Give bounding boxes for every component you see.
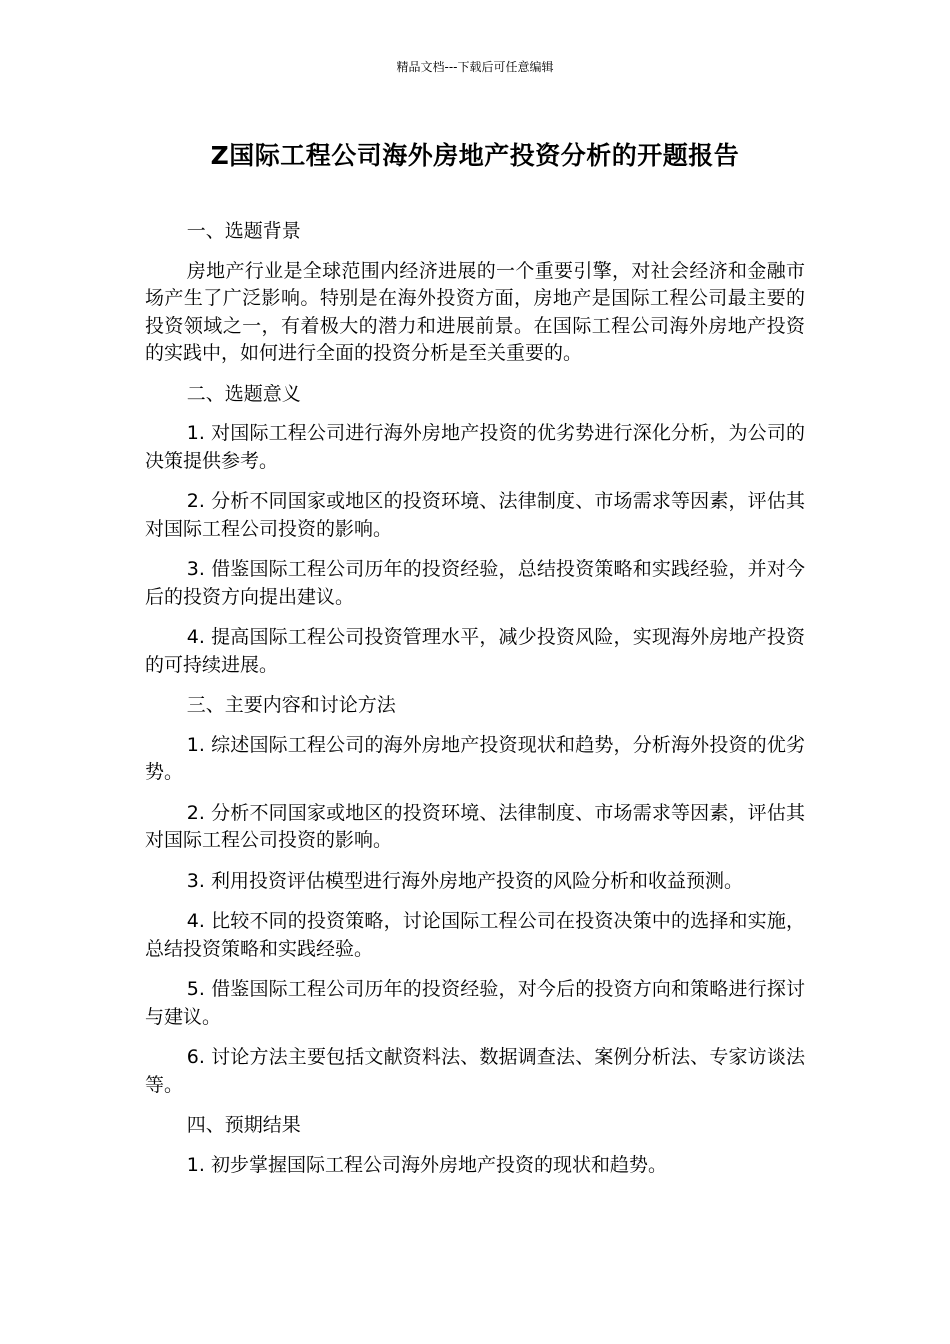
significance-item: 1. 对国际工程公司进行海外房地产投资的优劣势进行深化分析，为公司的决策提供参考。 (145, 422, 805, 472)
content-item: 5. 借鉴国际工程公司历年的投资经验，对今后的投资方向和策略进行探讨与建议。 (145, 978, 805, 1028)
header-note: 精品文档---下载后可任意编辑 (396, 60, 554, 74)
content-item: 2. 分析不同国家或地区的投资环境、法律制度、市场需求等因素，评估其对国际工程公司投资的影响。 (145, 801, 805, 851)
content-item: 6. 讨论方法主要包括文献资料法、数据调查法、案例分析法、专家访谈法等。 (145, 1046, 805, 1096)
document-title: Z国际工程公司海外房地产投资分析的开题报告 (210, 141, 740, 170)
section-heading-significance: 二、选题意义 (186, 382, 301, 405)
significance-item: 3. 借鉴国际工程公司历年的投资经验，总结投资策略和实践经验，并对今后的投资方向提出建议。 (145, 558, 805, 608)
results-item: 1. 初步掌握国际工程公司海外房地产投资的现状和趋势。 (186, 1153, 667, 1176)
content-item: 4. 比较不同的投资策略，讨论国际工程公司在投资决策中的选择和实施，总结投资策略和实践经验。 (145, 910, 805, 960)
document-body (145, 218, 805, 1192)
background-paragraph: 房地产行业是全球范围内经济进展的一个重要引擎，对社会经济和金融市场产生了广泛影响。特别是在海外投资方面，房地产是国际工程公司最主要的投资领域之一，有着极大的潜力和进展前景。在国际工程公司海外房地产投资的实践中，如何进行全面的投资分析是至关重要的。 (145, 259, 805, 364)
significance-item: 4. 提高国际工程公司投资管理水平，减少投资风险，实现海外房地产投资的可持续进展。 (145, 626, 805, 676)
content-item: 1. 综述国际工程公司的海外房地产投资现状和趋势，分析海外投资的优劣势。 (145, 733, 805, 783)
significance-item: 2. 分析不同国家或地区的投资环境、法律制度、市场需求等因素，评估其对国际工程公司投资的影响。 (145, 490, 805, 540)
content-item: 3. 利用投资评估模型进行海外房地产投资的风险分析和收益预测。 (186, 869, 743, 892)
section-heading-background: 一、选题背景 (186, 220, 301, 242)
section-heading-content: 三、主要内容和讨论方法 (186, 694, 396, 716)
section-heading-results: 四、预期结果 (186, 1114, 301, 1136)
